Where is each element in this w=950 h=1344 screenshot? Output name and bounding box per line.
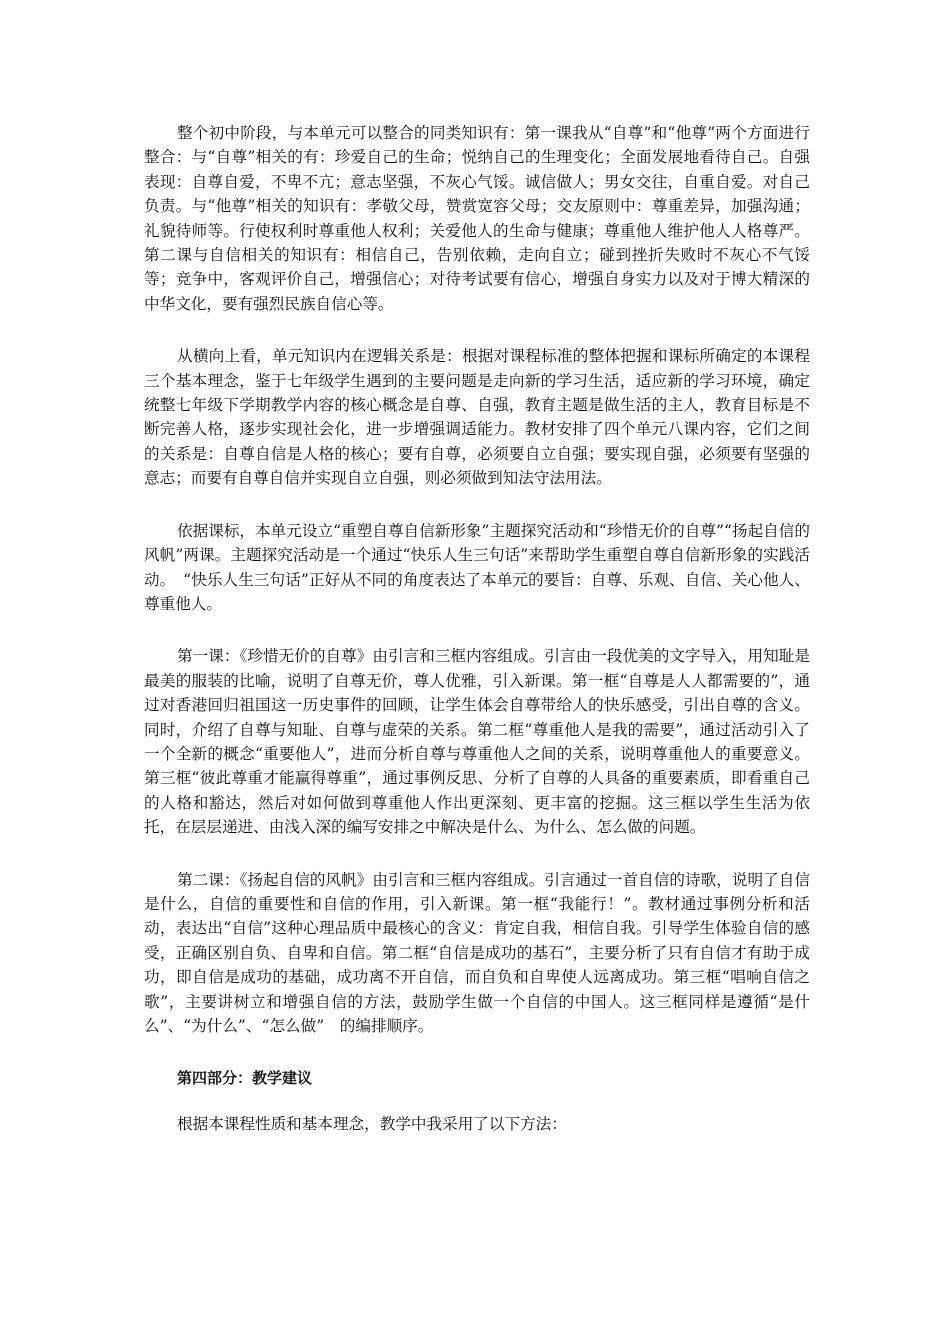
paragraph-unit-setup: 依据课标，本单元设立“重塑自尊自信新形象”主题探究活动和“珍惜无价的自尊”“扬起自信的风帆”两课。主题探究活动是一个通过“快乐人生三句话”来帮助学生重塑自尊自信新形象的实践活动。 “快乐人生三句话”正好从不同的角度表达了本单元的要旨：自尊、乐观、自信、关心他人、尊重他人。 bbox=[144, 521, 810, 613]
section-heading-teaching-suggestions: 第四部分：教学建议 bbox=[177, 1069, 313, 1088]
paragraph-lesson-two: 第二课：《扬起自信的风帆》由引言和三框内容组成。引言通过一首自信的诗歌，说明了自信是什么，自信的重要性和自信的作用，引入新课。第一框“我能行！”。教材通过事例分析和活动，表达出“自信”这种心理品质中最核心的含义：肯定自我，相信自我。引导学生体验自信的感受，正确区别自负、自卑和自信。第二框“自信是成功的基石”，主要分析了只有自信才有助于成功，即自信是成功的基础，成功离不开自信，而自负和自卑使人远离成功。第三框“唱响自信之歌”，主要讲树立和增强自信的方法，鼓励学生做一个自信的中国人。这三框同样是遵循“是什么”、“为什么”、“怎么做” 的编排顺序。 bbox=[144, 870, 810, 1035]
paragraph-lesson-one: 第一课：《珍惜无价的自尊》由引言和三框内容组成。引言由一段优美的文字导入，用知耻是最美的服装的比喻，说明了自尊无价，尊人优雅，引入新课。第一框“自尊是人人都需要的”，通过对香港回归祖国这一历史事件的回顾，让学生体会自尊带给人的快乐感受，引出自尊的含义。同时，介绍了自尊与知耻、自尊与虚荣的关系。第二框“尊重他人是我的需要”，通过活动引入了一个全新的概念“重要他人”，进而分析自尊与尊重他人之间的关系，说明尊重他人的重要意义。第三框“彼此尊重才能赢得尊重”，通过事例反思、分析了自尊的人具备的重要素质，即看重自己的人格和豁达，然后对如何做到尊重他人作出更深刻、更丰富的挖掘。这三框以学生生活为依托，在层层递进、由浅入深的编写安排之中解决是什么、为什么、怎么做的问题。 bbox=[144, 647, 810, 837]
document-page bbox=[144, 121, 810, 1165]
paragraph-integration-knowledge: 整个初中阶段，与本单元可以整合的同类知识有：第一课我从“自尊”和“他尊”两个方面进行整合：与“自尊”相关的有：珍爱自己的生命；悦纳自己的生理变化；全面发展地看待自己。自强表现：自尊自爱，不卑不亢；意志坚强，不灰心气馁。诚信做人；男女交往，自重自爱。对自己负责。与“他尊”相关的知识有：孝敬父母，赞赏宽容父母；交友原则中：尊重差异，加强沟通；礼貌待师等。行使权利时尊重他人权利；关爱他人的生命与健康；尊重他人维护他人人格尊严。第二课与自信相关的知识有：相信自己，告别依赖，走向自立；碰到挫折失败时不灰心不气馁等；竞争中，客观评价自己，增强信心；对待考试要有信心，增强自身实力以及对于博大精深的中华文化，要有强烈民族自信心等。 bbox=[144, 124, 810, 313]
paragraph-horizontal-logic: 从横向上看，单元知识内在逻辑关系是：根据对课程标准的整体把握和课标所确定的本课程三个基本理念，鉴于七年级学生遇到的主要问题是走向新的学习生活，适应新的学习环境，确定统整七年级下学期教学内容的核心概念是自尊、自强，教育主题是做生活的主人，教育目标是不断完善人格，逐步实现社会化，进一步增强调适能力。教材安排了四个单元八课内容，它们之间的关系是：自尊自信是人格的核心；要有自尊，必须要自立自强；要实现自强，必须要有坚强的意志；而要有自尊自信并实现自立自强，则必须做到知法守法用法。 bbox=[144, 347, 810, 488]
paragraph-teaching-methods-intro: 根据本课程性质和基本理念，教学中我采用了以下方法： bbox=[177, 1115, 567, 1134]
